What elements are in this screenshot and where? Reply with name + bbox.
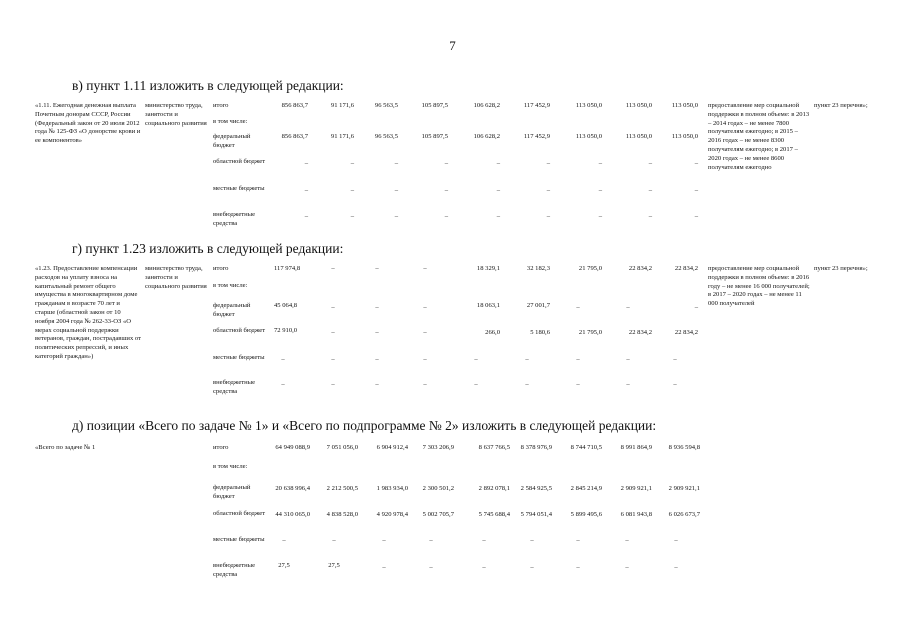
row-label: внебюджетные средства (213, 211, 256, 227)
value-cell: – (474, 356, 478, 363)
value-cell: – (332, 537, 336, 544)
value-cell: 7 051 056,0 (326, 444, 358, 451)
value-cell: – (382, 537, 386, 544)
value-cell: – (382, 564, 386, 571)
value-cell: 45 064,8 (274, 302, 298, 309)
value-cell: – (576, 381, 580, 388)
value-cell: – (626, 381, 630, 388)
value-cell: 5 899 495,6 (570, 511, 602, 518)
value-cell: – (375, 329, 379, 336)
page-number: 7 (449, 38, 456, 53)
value-cell: – (482, 564, 486, 571)
value-cell: 2 300 501,2 (422, 485, 454, 492)
value-cell: 64 949 088,9 (275, 444, 310, 451)
row-label: местные бюджеты (213, 354, 265, 361)
value-cell: – (394, 213, 398, 220)
value-cell: 22 834,2 (674, 265, 698, 272)
value-cell: 20 638 996,4 (275, 485, 310, 492)
value-cell: – (674, 537, 678, 544)
value-cell: – (375, 381, 379, 388)
row-label: итого (213, 102, 229, 109)
value-cell: 27,5 (278, 562, 290, 569)
value-cell: – (673, 356, 677, 363)
value-cell: – (474, 381, 478, 388)
value-cell: – (281, 381, 285, 388)
value-cell: – (350, 213, 354, 220)
value-cell: – (546, 160, 550, 167)
value-cell: – (375, 265, 379, 272)
value-cell: – (496, 160, 500, 167)
value-cell: – (626, 356, 630, 363)
value-cell: 96 563,5 (374, 133, 398, 140)
value-cell: – (674, 564, 678, 571)
row-label: в том числе: (213, 282, 248, 289)
value-cell: 2 212 500,5 (326, 485, 358, 492)
value-cell: – (576, 537, 580, 544)
value-cell: 72 910,0 (274, 327, 298, 334)
value-cell: – (648, 187, 652, 194)
row-label: областной бюджет (213, 510, 266, 517)
value-cell: – (444, 213, 448, 220)
value-cell: – (429, 564, 433, 571)
value-cell: – (576, 304, 580, 311)
value-cell: – (331, 356, 335, 363)
value-cell: 4 838 528,0 (326, 511, 358, 518)
value-cell: 5 002 705,7 (422, 511, 454, 518)
value-cell: 105 897,5 (421, 133, 448, 140)
value-cell: – (429, 537, 433, 544)
indicator: предоставление мер социальной поддержки в полном объеме: в 2016 году – не менее 16 000 получателей; в 2017 – 2020 годах – не менее 11 000 получателей (708, 265, 810, 308)
value-cell: – (546, 187, 550, 194)
item-name: «1.23. Предоставление компенсации расходов на уплату взноса на капитальный ремонт общего имущества в многоквартирном доме гражданам в возрасте 70 лет и старше (областной закон от 10 ноября 2004 года № 262-33-ОЗ «О мерах социальной поддержки ветеранов, граждан, пострадавших от политических репрессий, и иных категорий граждан») (35, 265, 141, 360)
value-cell: – (648, 213, 652, 220)
value-cell: – (576, 356, 580, 363)
row-label: внебюджетные средства (213, 562, 256, 578)
reference: пункт 23 перечня»; (814, 102, 868, 109)
value-cell: 6 026 673,7 (668, 511, 700, 518)
value-cell: 117 452,9 (523, 102, 550, 109)
value-cell: – (694, 213, 698, 220)
value-cell: – (375, 356, 379, 363)
value-cell: – (444, 160, 448, 167)
reference: пункт 23 перечня»; (814, 265, 868, 272)
value-cell: 8 936 594,8 (668, 444, 700, 451)
value-cell: 22 834,2 (628, 265, 652, 272)
value-cell: 91 171,6 (330, 133, 354, 140)
value-cell: 18 329,1 (476, 265, 500, 272)
value-cell: – (423, 329, 427, 336)
value-cell: 5 180,6 (530, 329, 550, 336)
section-heading-g: г) пункт 1.23 изложить в следующей редакции: (72, 241, 344, 256)
value-cell: 106 628,2 (473, 102, 500, 109)
value-cell: – (598, 160, 602, 167)
value-cell: 117 452,9 (523, 133, 550, 140)
value-cell: – (694, 160, 698, 167)
row-label: итого (213, 265, 229, 272)
row-label: в том числе: (213, 118, 248, 125)
value-cell: 8 991 864,9 (620, 444, 652, 451)
value-cell: 8 744 710,5 (570, 444, 602, 451)
value-cell: 32 182,3 (526, 265, 550, 272)
value-cell: 6 904 912,4 (376, 444, 408, 451)
item-name: «1.11. Ежегодная денежная выплата Почетным донорам СССР, России (Федеральный закон от 20 июля 2012 года № 125-ФЗ «О донорстве крови и ее компонентов» (35, 102, 141, 145)
row-label: областной бюджет (213, 327, 266, 334)
value-cell: 7 303 206,9 (422, 444, 454, 451)
row-label: итого (213, 444, 229, 451)
value-cell: – (530, 564, 534, 571)
value-cell: 4 920 978,4 (376, 511, 408, 518)
row-label: федеральный бюджет (213, 484, 251, 500)
value-cell: – (282, 537, 286, 544)
value-cell: 117 974,8 (274, 265, 301, 272)
value-cell: 113 050,0 (625, 133, 652, 140)
value-cell: – (304, 213, 308, 220)
value-cell: – (525, 381, 529, 388)
value-cell: 113 050,0 (671, 133, 698, 140)
section-heading-v: в) пункт 1.11 изложить в следующей редакции: (72, 78, 344, 93)
value-cell: – (576, 564, 580, 571)
value-cell: 106 628,2 (473, 133, 500, 140)
row-label: внебюджетные средства (213, 379, 256, 395)
value-cell: – (626, 304, 630, 311)
row-label: федеральный бюджет (213, 302, 251, 318)
value-cell: 6 081 943,8 (620, 511, 652, 518)
value-cell: – (394, 160, 398, 167)
value-cell: – (598, 187, 602, 194)
value-cell: – (625, 564, 629, 571)
value-cell: 856 863,7 (281, 133, 308, 140)
section-heading-d: д) позиции «Всего по задаче № 1» и «Всего по подпрограмме № 2» изложить в следующей редакции: (72, 418, 657, 433)
value-cell: – (423, 356, 427, 363)
value-cell: – (394, 187, 398, 194)
value-cell: – (331, 304, 335, 311)
value-cell: 2 909 921,1 (668, 485, 700, 492)
value-cell: 44 310 065,0 (275, 511, 310, 518)
value-cell: – (598, 213, 602, 220)
value-cell: 91 171,6 (330, 102, 354, 109)
value-cell: 113 050,0 (625, 102, 652, 109)
value-cell: – (525, 356, 529, 363)
value-cell: 27,5 (328, 562, 340, 569)
value-cell: – (694, 187, 698, 194)
value-cell: 21 795,0 (578, 329, 602, 336)
value-cell: 27 001,7 (526, 302, 550, 309)
value-cell: – (482, 537, 486, 544)
value-cell: 5 794 051,4 (520, 511, 552, 518)
value-cell: – (331, 381, 335, 388)
value-cell: – (375, 304, 379, 311)
value-cell: 22 834,2 (674, 329, 698, 336)
value-cell: 266,0 (485, 329, 500, 336)
row-label: областной бюджет (213, 158, 266, 165)
value-cell: 105 897,5 (421, 102, 448, 109)
value-cell: 21 795,0 (578, 265, 602, 272)
indicator: предоставление мер социальной поддержки в полном объеме: в 2013 – 2014 годах – не менее 7800 получателям ежегодно; в 2015 – 2016 годах – не менее 8300 получателям ежегодно; в 2017 – 2020 годах – не менее 8600 получателям ежегодно (708, 102, 810, 171)
value-cell: 22 834,2 (628, 329, 652, 336)
value-cell: – (625, 537, 629, 544)
value-cell: 2 845 214,9 (570, 485, 602, 492)
row-label: федеральный бюджет (213, 133, 251, 149)
value-cell: – (304, 160, 308, 167)
value-cell: – (423, 304, 427, 311)
value-cell: – (444, 187, 448, 194)
value-cell: 5 745 688,4 (478, 511, 510, 518)
value-cell: – (694, 304, 698, 311)
value-cell: – (673, 381, 677, 388)
value-cell: 1 983 934,0 (376, 485, 408, 492)
value-cell: 2 909 921,1 (620, 485, 652, 492)
executor: министерство труда, занятости и социального развития (145, 265, 207, 290)
value-cell: – (281, 356, 285, 363)
value-cell: – (350, 160, 354, 167)
row-label: местные бюджеты (213, 185, 265, 192)
value-cell: 113 050,0 (671, 102, 698, 109)
value-cell: 113 050,0 (575, 133, 602, 140)
value-cell: – (496, 187, 500, 194)
value-cell: 856 863,7 (281, 102, 308, 109)
executor: министерство труда, занятости и социального развития (145, 102, 207, 127)
value-cell: – (423, 265, 427, 272)
value-cell: 2 584 925,5 (520, 485, 552, 492)
value-cell: – (648, 160, 652, 167)
value-cell: – (331, 329, 335, 336)
value-cell: – (350, 187, 354, 194)
value-cell: – (423, 381, 427, 388)
value-cell: 2 892 078,1 (478, 485, 510, 492)
row-label: в том числе: (213, 463, 248, 470)
value-cell: 96 563,5 (374, 102, 398, 109)
row-label: местные бюджеты (213, 536, 265, 543)
value-cell: – (331, 265, 335, 272)
value-cell: – (546, 213, 550, 220)
value-cell: 113 050,0 (575, 102, 602, 109)
value-cell: 18 063,1 (476, 302, 500, 309)
value-cell: 8 378 976,9 (520, 444, 552, 451)
value-cell: – (530, 537, 534, 544)
value-cell: 8 637 766,5 (478, 444, 510, 451)
value-cell: – (304, 187, 308, 194)
value-cell: – (496, 213, 500, 220)
item-name: «Всего по задаче № 1 (35, 444, 96, 451)
